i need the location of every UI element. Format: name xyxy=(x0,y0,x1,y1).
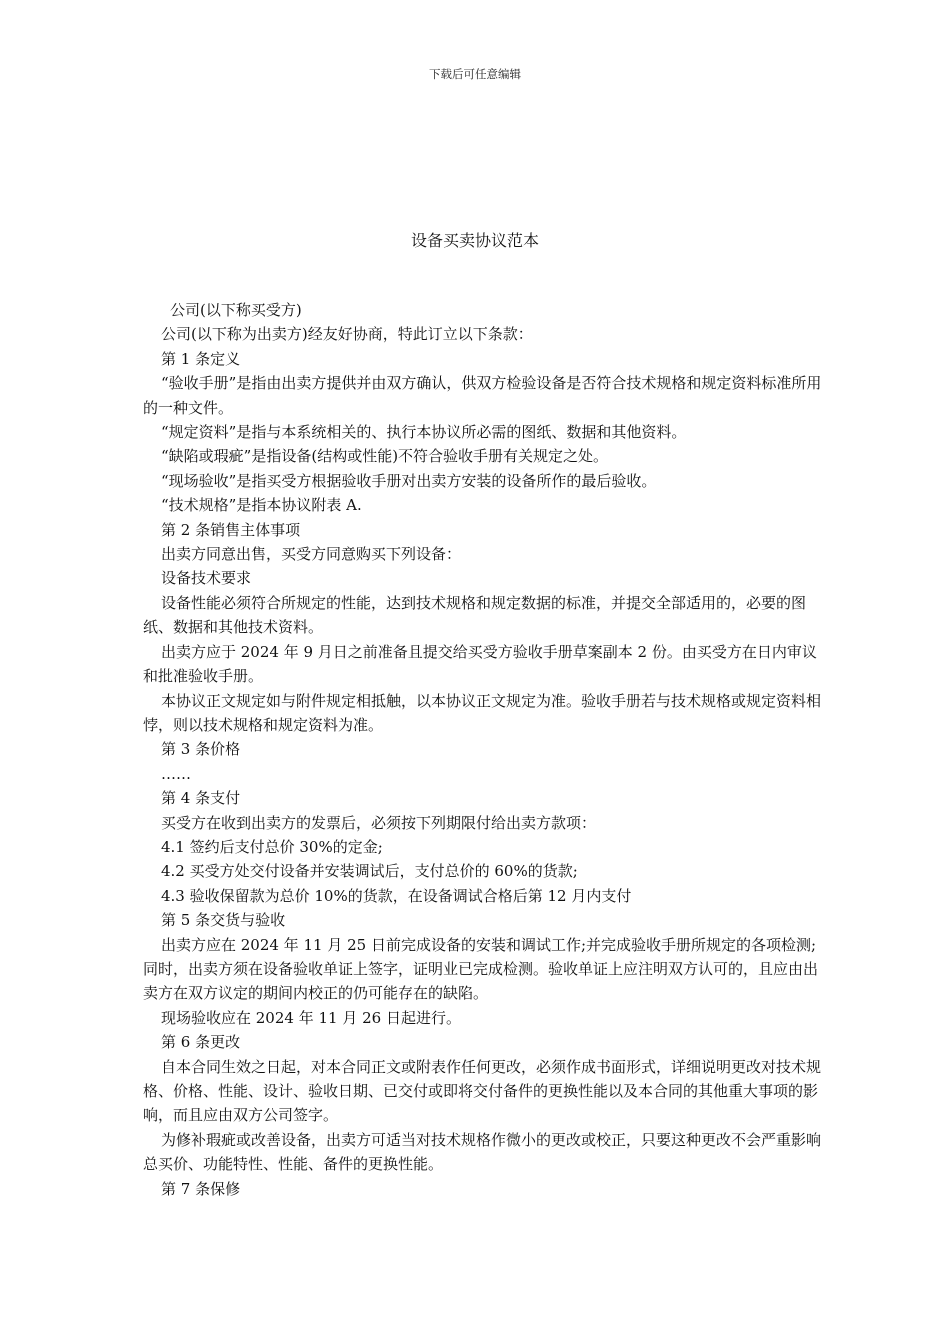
payment-item-4-2: 4.2 买受方处交付设备并安装调试后，支付总价的 60%的货款; xyxy=(161,862,578,881)
definition-specified-materials: “规定资料”是指与本系统相关的、执行本协议所必需的图纸、数据和其他资料。 xyxy=(161,423,687,442)
article-heading-5: 第 5 条交货与验收 xyxy=(161,911,286,930)
article-heading-4: 第 4 条支付 xyxy=(161,789,241,808)
article-heading-7: 第 7 条保修 xyxy=(161,1179,241,1198)
paragraph-changes: 自本合同生效之日起，对本合同正文或附表作任何更改，必须作成书面形式，详细说明更改对技术规格、价格、性能、设计、验收日期、已交付或即将交付备件的更换性能以及本合同的其他重大事项的影响，而且应由双方公司签字。 xyxy=(143,1057,822,1125)
party-seller-line: 公司(以下称为出卖方)经友好协商，特此订立以下条款： xyxy=(161,325,533,344)
price-ellipsis: …… xyxy=(161,764,191,783)
paragraph-manual-draft: 出卖方应于 2024 年 9 月日之前准备且提交给买受方验收手册草案副本 2 份。由买受方在日内审议和批准验收手册。 xyxy=(143,642,817,686)
paragraph-performance: 设备性能必须符合所规定的性能，达到技术规格和规定数据的标准，并提交全部适用的，必要的图纸、数据和其他技术资料。 xyxy=(143,593,807,637)
article-heading-6: 第 6 条更改 xyxy=(161,1033,241,1052)
document-body xyxy=(143,298,823,1201)
definition-acceptance-manual: “验收手册”是指由出卖方提供并由双方确认，供双方检验设备是否符合技术规格和规定资料标准所用的一种文件。 xyxy=(143,374,822,417)
payment-intro: 买受方在收到出卖方的发票后，必须按下列期限付给出卖方款项： xyxy=(161,813,597,832)
payment-item-4-1: 4.1 签约后支付总价 30%的定金; xyxy=(161,837,383,856)
article-heading-3: 第 3 条价格 xyxy=(161,740,241,759)
party-buyer-line: 公司(以下称买受方) xyxy=(170,301,302,319)
subheading-tech-requirements: 设备技术要求 xyxy=(161,569,252,588)
sale-agreement-line: 出卖方同意出售，买受方同意购买下列设备： xyxy=(161,545,462,564)
payment-item-4-3: 4.3 验收保留款为总价 10%的货款，在设备调试合格后第 12 月内支付 xyxy=(161,886,632,905)
page-header-note: 下载后可任意编辑 xyxy=(429,67,521,81)
article-heading-1: 第 1 条定义 xyxy=(161,349,241,368)
paragraph-minor-changes: 为修补瑕疵或改善设备，出卖方可适当对技术规格作微小的更改或校正，只要这种更改不会严重影响总买价、功能特性、性能、备件的更换性能。 xyxy=(143,1130,822,1174)
paragraph-delivery: 出卖方应在 2024 年 11 月 25 日前完成设备的安装和调试工作;并完成验收手册所规定的各项检测;同时，出卖方须在设备验收单证上签字，证明业已完成检测。验收单证上应注明双方认可的，且应由出卖方在双方议定的期间内校正的仍可能存在的缺陷。 xyxy=(143,935,819,1003)
paragraph-precedence: 本协议正文规定如与附件规定相抵触，以本协议正文规定为准。验收手册若与技术规格或规定资料相悖，则以技术规格和规定资料为准。 xyxy=(143,691,822,734)
document-title: 设备买卖协议范本 xyxy=(410,231,539,250)
definition-site-acceptance: “现场验收”是指买受方根据验收手册对出卖方安装的设备所作的最后验收。 xyxy=(161,471,657,490)
article-heading-2: 第 2 条销售主体事项 xyxy=(161,520,301,539)
paragraph-site-acceptance-date: 现场验收应在 2024 年 11 月 26 日起进行。 xyxy=(161,1008,461,1027)
definition-technical-specs: “技术规格”是指本协议附表 A. xyxy=(161,496,362,515)
definition-defects: “缺陷或瑕疵”是指设备(结构或性能)不符合验收手册有关规定之处。 xyxy=(161,447,609,466)
